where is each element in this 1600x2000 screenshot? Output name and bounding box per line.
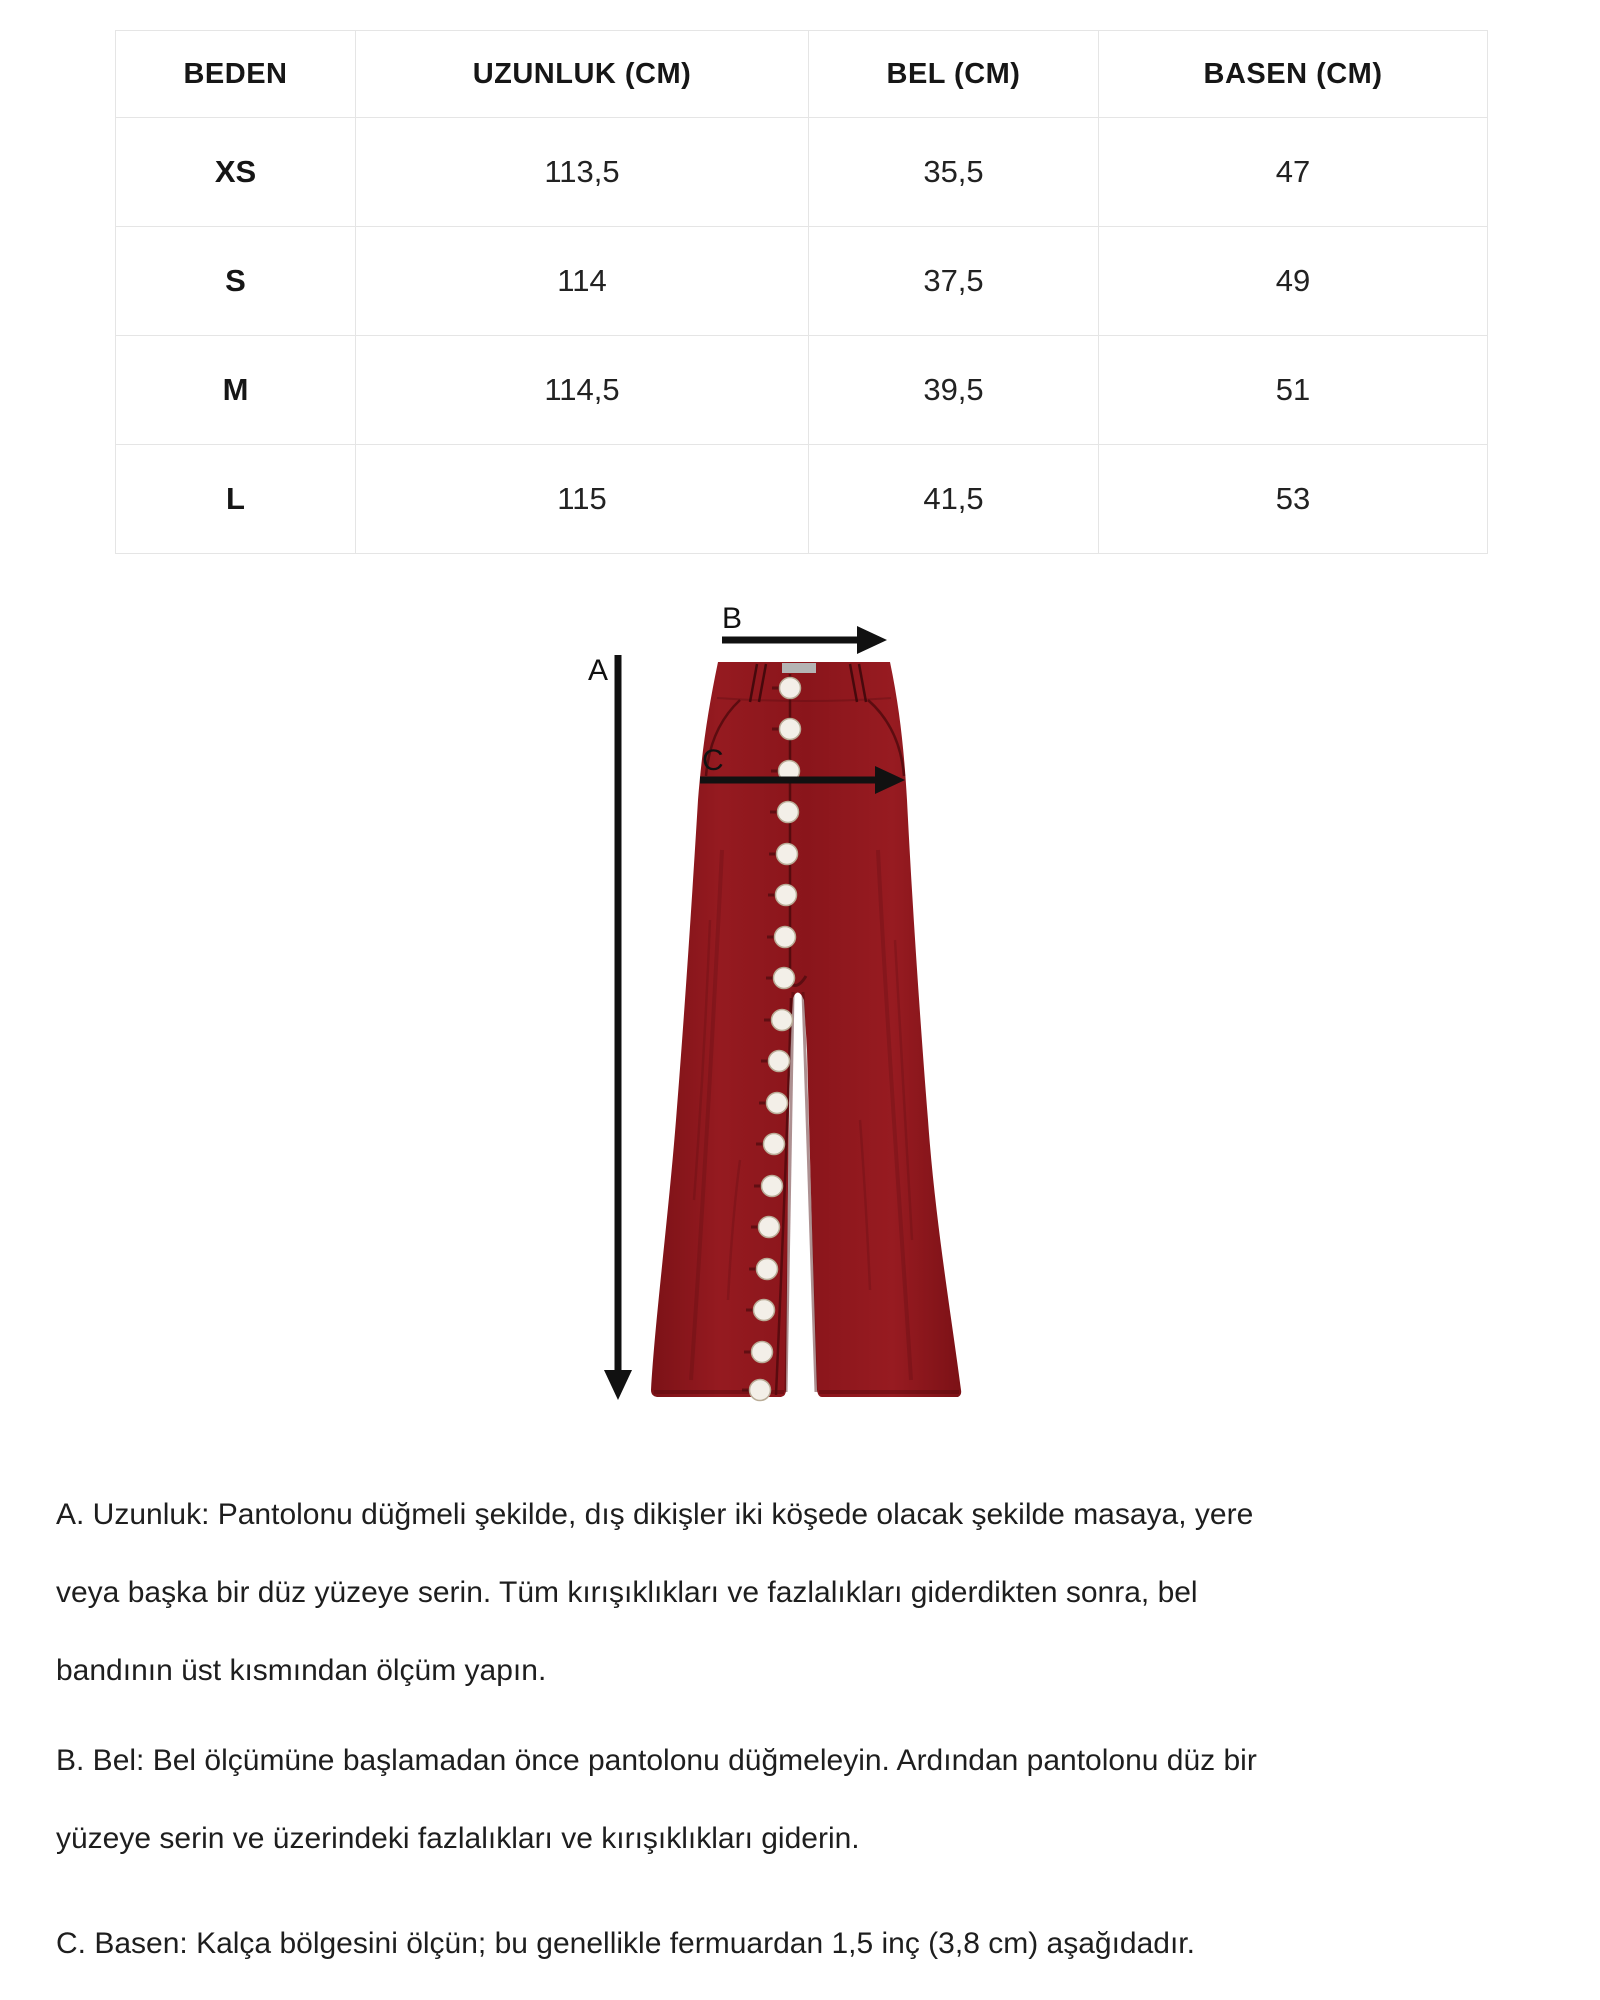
- size-cell: S: [116, 227, 356, 336]
- column-header-beden: BEDEN: [116, 31, 356, 118]
- note-length: [56, 1476, 1516, 1710]
- measurement-label-c: C: [702, 744, 724, 777]
- measurement-cell: 51: [1099, 336, 1488, 445]
- size-cell: XS: [116, 118, 356, 227]
- measurement-cell: 114,5: [356, 336, 809, 445]
- measurement-cell: 47: [1099, 118, 1488, 227]
- column-header-basen: BASEN (CM): [1099, 31, 1488, 118]
- note-waist-line: B. Bel: Bel ölçümüne başlamadan önce pantolonu düğmeleyin. Ardından pantolonu düz bir: [56, 1744, 1257, 1777]
- measurement-label-b: B: [722, 602, 743, 635]
- column-header-bel: BEL (CM): [809, 31, 1099, 118]
- pants-measurement-diagram: [560, 600, 1000, 1420]
- measurement-cell: 49: [1099, 227, 1488, 336]
- waistband-lining: [782, 663, 816, 673]
- size-chart-table: [115, 30, 1488, 554]
- note-length-line: bandının üst kısmından ölçüm yapın.: [56, 1654, 547, 1687]
- note-hip-line: C. Basen: Kalça bölgesini ölçün; bu genellikle fermuardan 1,5 inç (3,8 cm) aşağıdadır.: [56, 1927, 1195, 1960]
- pants-body: [651, 662, 961, 1401]
- measurement-cell: 53: [1099, 445, 1488, 554]
- table-row-m: [116, 336, 1488, 445]
- size-cell: L: [116, 445, 356, 554]
- note-hip: [56, 1905, 1516, 1983]
- measurement-arrow-a: [604, 655, 632, 1400]
- table-row-s: [116, 227, 1488, 336]
- measurement-cell: 35,5: [809, 118, 1099, 227]
- measurement-cell: 41,5: [809, 445, 1099, 554]
- table-row-xs: [116, 118, 1488, 227]
- note-length-line: veya başka bir düz yüzeye serin. Tüm kırışıklıkları ve fazlalıkları giderdikten sonra, bel: [56, 1576, 1198, 1609]
- measurement-cell: 39,5: [809, 336, 1099, 445]
- measurement-cell: 114: [356, 227, 809, 336]
- measurement-arrow-b: [722, 626, 887, 654]
- note-length-line: A. Uzunluk: Pantolonu düğmeli şekilde, dış dikişler iki köşede olacak şekilde masaya, yere: [56, 1498, 1254, 1531]
- note-waist-line: yüzeye serin ve üzerindeki fazlalıkları ve kırışıklıkları giderin.: [56, 1822, 860, 1855]
- measurement-cell: 115: [356, 445, 809, 554]
- column-header-uzunluk: UZUNLUK (CM): [356, 31, 809, 118]
- note-waist: [56, 1722, 1516, 1878]
- size-cell: M: [116, 336, 356, 445]
- table-header-row: [116, 31, 1488, 118]
- measurement-cell: 113,5: [356, 118, 809, 227]
- table-row-l: [116, 445, 1488, 554]
- pants-image: [560, 600, 1000, 1420]
- measurement-cell: 37,5: [809, 227, 1099, 336]
- measurement-label-a: A: [587, 654, 608, 687]
